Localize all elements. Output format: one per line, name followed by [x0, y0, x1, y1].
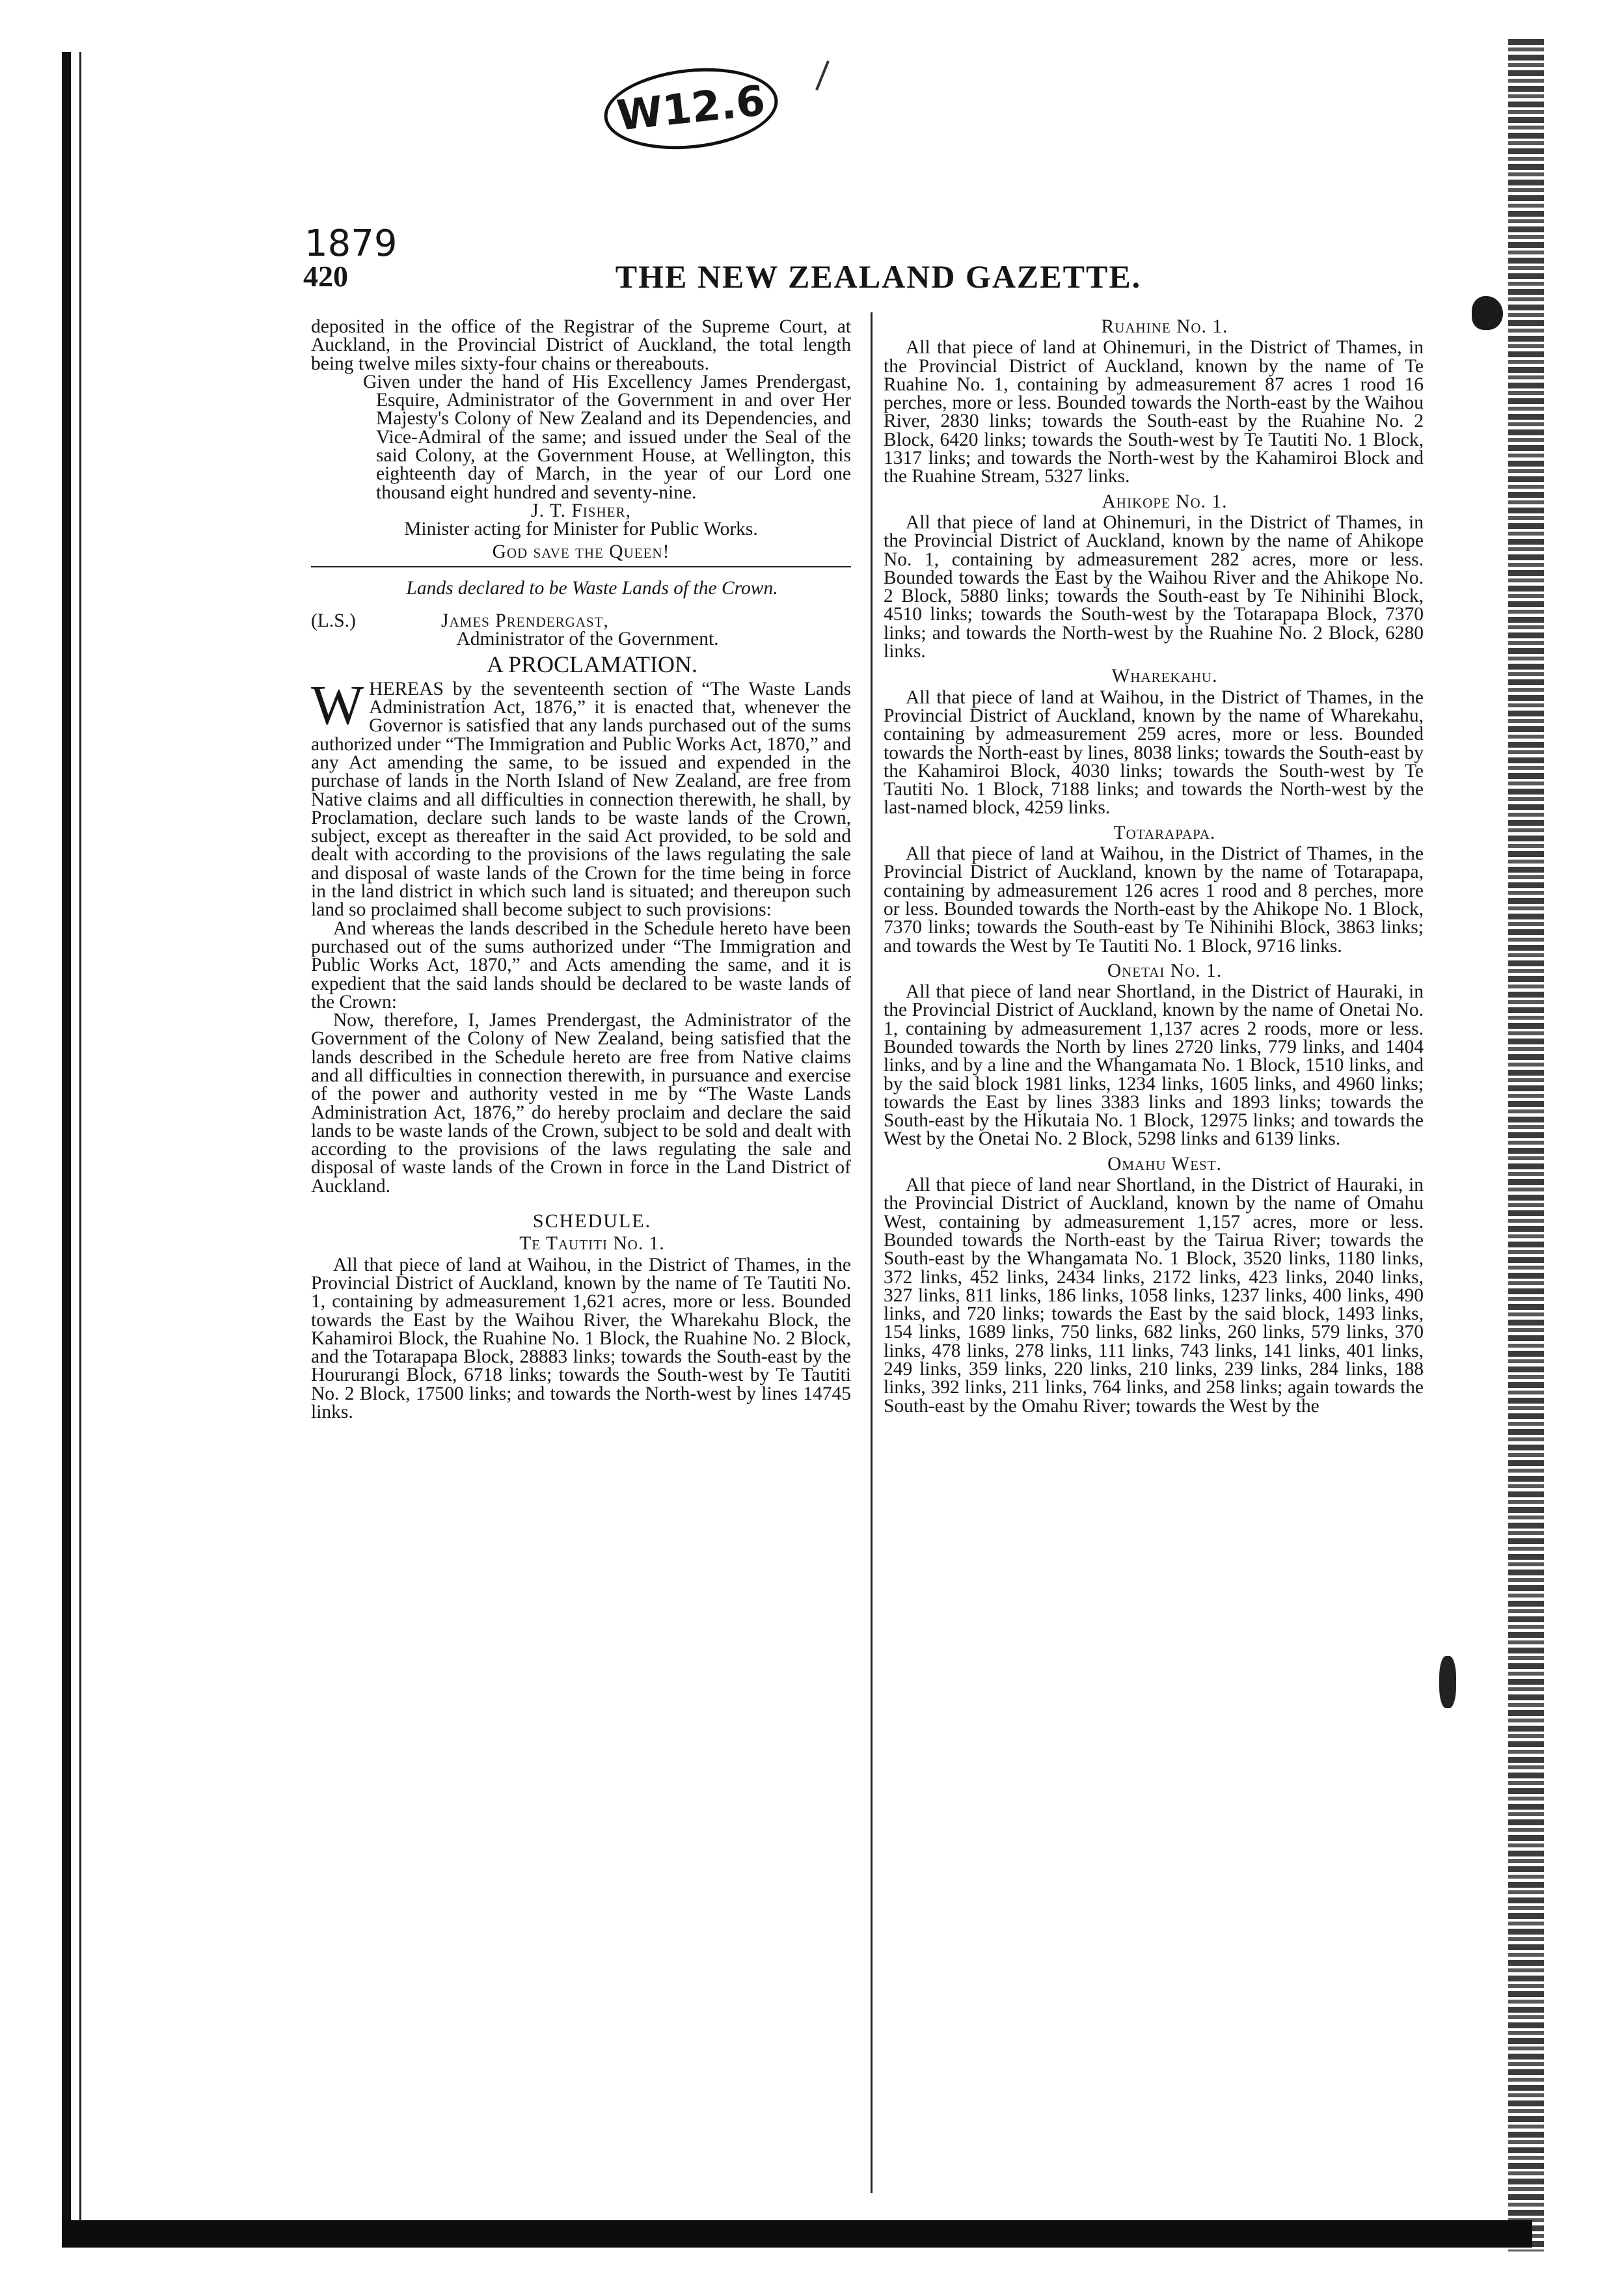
- page-number: 420: [303, 260, 348, 293]
- signer-role: Minister acting for Minister for Public Works.: [404, 519, 758, 540]
- right-column: [884, 318, 1424, 1415]
- block-title-te-tautiti: Te Tautiti No. 1.: [519, 1233, 665, 1255]
- given-under-paragraph: Given under the hand of His Excellency James Prendergast, Esquire, Administrator of the Government in and over Her Majesty's Colony of New Zealand and its Dependencies, and Vice-Admiral of the same; and issued under the Seal of the said Colony, at the Government House, at Wellington, this eighteenth day of March, in the year of our Lord one thousand eight hundred and seventy-nine.: [363, 371, 851, 503]
- block-title-onetai: Onetai No. 1.: [1107, 960, 1223, 981]
- proclaimer-name: James Prendergast,: [441, 610, 609, 632]
- proclaimer-role: Administrator of the Government.: [456, 629, 719, 650]
- para-1-text: HEREAS by the seventeenth section of “The Waste Lands Administration Act, 1876,” it is enacted that, whenever the Governor is satisfied that any lands purchased out of the sums authorized under “The Immigration and Public Works Act, 1870,” and any Act amending the same, to be issued and expended in the purchase of lands in the North Island of New Zealand, are free from Native claims and all difficulties in connection therewith, he shall, by Proclamation, declare such lands to be waste lands of the Crown, subject, except as thereafter in the said Act provided, to be sold and dealt with according to the provisions of the laws regulating the sale and disposal of waste lands of the Crown for the time being in force in the land district in which such land is situated; and thereupon such land so proclaimed shall become subject to such provisions:: [311, 678, 851, 921]
- block-body-te-tautiti: All that piece of land at Waihou, in the District of Thames, in the Provincial District of Auckland, known by the name of Te Tautiti No. 1, containing by admeasurement 1,621 acres, more or less. Bounded towards the East by the Waihou River, the Wharekahu Block, the Kahamiroi Block, the Ruahine No. 1 Block, the Ruahine No. 2 Block, and the Totarapapa Block, 28883 links; towards the South-east by the Hoururangi Block, 6718 links; towards the South-west by Te Tautiti No. 2 Block, 17500 links; and towards the North-west by lines 14745 links.: [311, 1254, 851, 1423]
- column-divider: [871, 312, 873, 2193]
- section-title: Lands declared to be Waste Lands of the Crown.: [406, 577, 778, 599]
- section-rule: [311, 566, 851, 567]
- proclamation-para-3: Now, therefore, I, James Prendergast, the Administrator of the Government of the Colony of New Zealand, being satisfied that the lands described in the Schedule hereto are free from Native claims and all difficulties in connection therewith, in pursuance and exercise of the power and authority vested in me by “The Waste Lands Administration Act, 1876,” do hereby proclaim and declare the said lands to be waste lands of the Crown, subject to be sold and dealt with according to the provisions of the laws regulating the sale and disposal of waste lands of the Crown in force in the Land District of Auckland.: [311, 1010, 851, 1197]
- ink-blot: [1439, 1656, 1456, 1708]
- handwritten-year: 1879: [304, 223, 398, 265]
- block-body-omahu-west: All that piece of land near Shortland, in the District of Hauraki, in the Provincial District of Auckland, known by the name of Omahu West, containing by admeasurement 1,157 acres, more or less. Bounded towards the North-east by the Tairua River; towards the South-east by the Whangamata No. 1 Block, 3520 links, 1180 links, 372 links, 452 links, 2434 links, 2172 links, 423 links, 2040 links, 327 links, 811 links, 186 links, 1058 links, 1237 links, 400 links, 490 links, and 720 links; towards the East by the said block, 1493 links, 154 links, 1689 links, 750 links, 682 links, 260 links, 579 links, 370 links, 478 links, 278 links, 111 links, 743 links, 141 links, 401 links, 249 links, 359 links, 220 links, 210 links, 239 links, 284 links, 188 links, 392 links, 211 links, 764 links, and 258 links; again towards the South-east by the Omahu River; towards the West by the: [884, 1175, 1424, 1417]
- intro-paragraph: deposited in the office of the Registrar of the Supreme Court, at Auckland, in the Provincial District of Auckland, the total length being twelve miles sixty-four chains or thereabouts.: [311, 316, 851, 374]
- signer-name: J. T. Fisher,: [531, 500, 631, 521]
- block-body-ahikope: All that piece of land at Ohinemuri, in the District of Thames, in the Provincial District of Auckland, known by the name of Ahikope No. 1, containing by admeasurement 282 acres, more or less. Bounded towards the East by the Waihou River and the Ahikope No. 2 Block, 5880 links; towards the South-east by Te Nihinihi Block, 4510 links; towards the South-west by the Totarapapa Block, 7370 links; and towards the North-west by the Ruahine No. 2 Block, 6280 links.: [884, 511, 1424, 662]
- proclamation-title: A PROCLAMATION.: [486, 651, 698, 677]
- handwritten-circled-note: W12.6: [600, 60, 781, 157]
- seal-mark: (L.S.): [311, 610, 356, 632]
- gazette-masthead: THE NEW ZEALAND GAZETTE.: [615, 258, 1142, 295]
- block-title-omahu-west: Omahu West.: [1107, 1153, 1222, 1175]
- proclamation-para-1: [311, 673, 851, 921]
- handwritten-mark: [815, 61, 830, 90]
- block-body-totarapapa: All that piece of land at Waihou, in the District of Thames, in the Provincial District of Auckland, known by the name of Totarapapa, containing by admeasurement 126 acres 1 rood and 8 perches, more or less. Bounded towards the North-east by the Ahikope No. 1 Block, 7370 links; towards the South-east by Te Nihinihi Block, 3863 links; and towards the West by Te Tautiti No. 1 Block, 9716 links.: [884, 843, 1424, 957]
- seal-line: [311, 612, 851, 630]
- scan-edge-right: [1508, 39, 1544, 2251]
- drop-cap: W: [311, 673, 364, 736]
- scan-edge-left-line: [79, 52, 81, 2245]
- proclamation-para-2: And whereas the lands described in the Schedule hereto have been purchased out of the sums authorized under “The Immigration and Public Works Act, 1870,” and Acts amending the same, and it is expedient that the said lands should be declared to be waste lands of the Crown:: [311, 918, 851, 1013]
- god-save-the-queen: God save the Queen!: [492, 541, 670, 562]
- block-title-ruahine: Ruahine No. 1.: [1101, 316, 1228, 337]
- block-body-onetai: All that piece of land near Shortland, in the District of Hauraki, in the Provincial District of Auckland, known by the name of Onetai No. 1, containing by admeasurement 1,137 acres 2 roods, more or less. Bounded towards the North by lines 2720 links, 779 links, and 1404 links, and by a line and the Whangamata No. 1 Block, 1510 links, and by the said block 1981 links, 1234 links, 1605 links, and 4960 links; towards the East by lines 3383 links and 1893 links; towards the South-east by the Hikutaia No. 1 Block, 12975 links; and towards the West by the Onetai No. 2 Block, 5298 links and 6139 links.: [884, 981, 1424, 1150]
- block-title-ahikope: Ahikope No. 1.: [1102, 491, 1228, 512]
- block-body-wharekahu: All that piece of land at Waihou, in the District of Thames, in the Provincial District of Auckland, known by the name of Wharekahu, containing by admeasurement 259 acres, more or less. Bounded towards the North-east by lines, 8038 links; towards the South-east by the Kahamiroi Block, 4030 links; towards the South-west by Te Tautiti No. 1 Block, 7188 links; and towards the North-west by the last-named block, 4259 links.: [884, 687, 1424, 819]
- block-title-totarapapa: Totarapapa.: [1113, 822, 1216, 843]
- ink-blot: [1472, 296, 1503, 330]
- scan-edge-bottom: [62, 2220, 1532, 2248]
- block-body-ruahine: All that piece of land at Ohinemuri, in the District of Thames, in the Provincial District of Auckland, known by the name of Te Ruahine No. 1, containing by admeasurement 87 acres 1 rood 16 perches, more or less. Bounded towards the North-east by the Waihou River, 2830 links; towards the South-east by the Ruahine No. 2 Block, 6420 links; towards the South-west by Te Tautiti No. 1 Block, 1317 links; and towards the North-west by the Kahamiroi Block and the Ruahine Stream, 5327 links.: [884, 337, 1424, 487]
- schedule-title: SCHEDULE.: [532, 1210, 652, 1232]
- scan-edge-left: [62, 52, 71, 2245]
- left-column: [311, 318, 851, 1421]
- block-title-wharekahu: Wharekahu.: [1111, 666, 1218, 687]
